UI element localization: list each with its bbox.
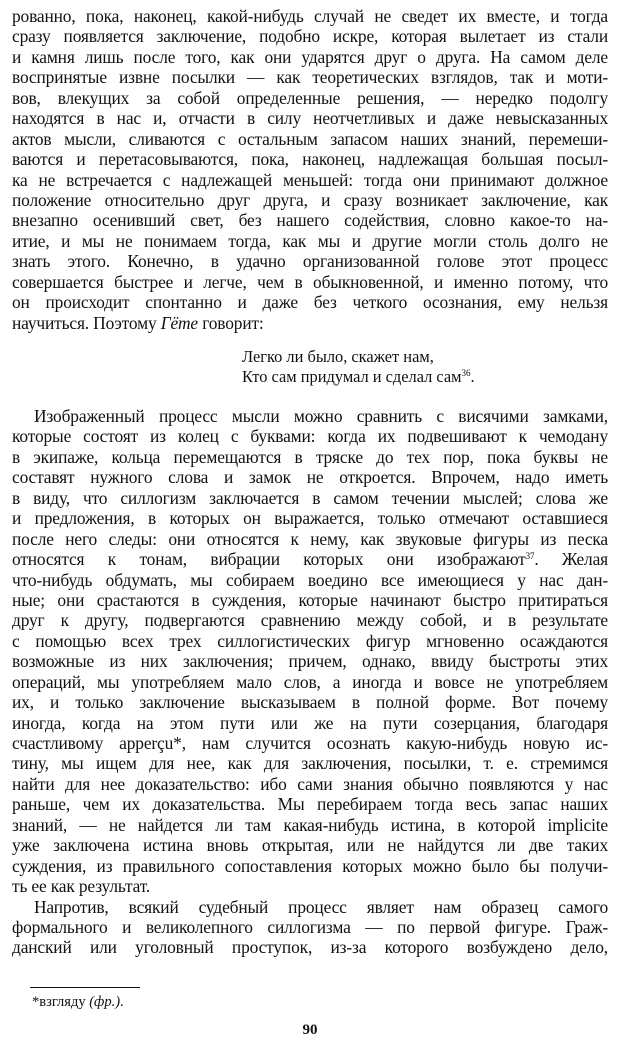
text-line: что-нибудь обдумать, мы собираем воедино все имеющиеся у нас дан- xyxy=(12,569,608,590)
text-line: знать этого. Конечно, в удачно организованной голове этот процесс xyxy=(12,251,608,272)
poem-line: Легко ли было, скажет нам, xyxy=(242,347,434,366)
text-line: ка не встречается с надлежащей меньшей: тогда они принимают должное xyxy=(12,169,608,190)
footnote-divider xyxy=(30,987,140,988)
text-line: в виду, что силлогизм заключается в самом течении мыслей; слова же xyxy=(12,487,608,508)
text-line: которые состоят из колец с буквами: когда их подвешивают к чемодану xyxy=(12,426,608,447)
text-line: знаний, — не найдется ли там какая-нибудь истина, в которой implicite xyxy=(12,814,608,835)
endnote-ref: 36 xyxy=(461,367,471,378)
text-line: актов мысли, сливаются с остальным запасом наших знаний, перемеши- xyxy=(12,128,608,149)
page-number: 90 xyxy=(302,1022,318,1038)
poem-quote xyxy=(12,347,608,386)
text-line: с помощью всех трех силлогистических фигур мгновенно осаждаются xyxy=(12,630,608,651)
paragraph-3 xyxy=(12,897,608,958)
text-line: совершается быстрее и легче, чем в обыкновенной, и именно потому, что xyxy=(12,271,608,292)
text-line: Изображенный процесс мысли можно сравнить с висячими замками, xyxy=(34,406,608,426)
text-line: вов, влекущих за собой определенные решения, — нередко подолгу xyxy=(12,87,608,108)
text-line: их, и только заключение высказываем в полной форме. Вот почему xyxy=(12,692,608,713)
poem-line xyxy=(242,367,608,387)
text-line: друг к другу, подвергаются сравнению между собой, и в результате xyxy=(12,610,608,631)
footnote-mark: * xyxy=(173,733,182,753)
footnote-mark: * xyxy=(32,994,40,1010)
text-line: составят нужного слова и замок не откроется. Впрочем, надо иметь xyxy=(12,467,608,488)
text-line: уже заключена истина вновь открытая, или не найдутся ли две таких xyxy=(12,835,608,856)
text-line: данский или уголовный проступок, из-за которого возбуждено дело, xyxy=(12,937,608,958)
text-fragment: , нам случится осознать какую-нибудь новую ис- xyxy=(181,733,608,753)
text-line: суждения, из правильного сопоставления которых можно было бы получи- xyxy=(12,855,608,876)
text-fragment: научиться. Поэтому xyxy=(12,312,161,333)
text-fragment: . Желая xyxy=(534,549,608,570)
text-fragment: относятся к тонам, вибрации которых они изображают xyxy=(12,549,526,570)
text-line: и камня лишь после того, как они ударятся друг о друга. На самом деле xyxy=(12,46,608,67)
text-line: после него следы: они относятся к нему, как звуковые фигуры из песка xyxy=(12,528,608,549)
spacer xyxy=(12,386,608,406)
text-line: и предложения, в которых он выражается, только отмечают оставшиеся xyxy=(12,508,608,529)
text-line: формального и великолепного силлогизма — по первой фигуре. Граж- xyxy=(12,916,608,937)
footnote-text: взгляду xyxy=(39,994,90,1010)
text-line: находятся в нас и, отчасти в силу неотчетливых и даже невысказанных xyxy=(12,108,608,129)
author-name: Гёте xyxy=(160,312,198,333)
endnote-ref: 37 xyxy=(525,551,535,562)
text-fragment: говорит: xyxy=(198,312,264,333)
text-fragment: счастливому apperçu xyxy=(12,733,174,753)
text-line: положение относительно друг друга, и сразу возникает заключение, как xyxy=(12,189,608,210)
text-line: тину, мы ищем для нее, как для заключения, посылки, т. е. стремимся xyxy=(12,753,608,774)
text-line: внезапно осенивший свет, без нашего содействия, словно какое-то на- xyxy=(12,210,608,231)
text-fragment: . xyxy=(120,994,124,1010)
text-line: найти для нее доказательство: ибо сами знания обычно появляются у нас xyxy=(12,773,608,794)
text-line: операций, мы употребляем мало слов, а иногда и вовсе не употребляем xyxy=(12,671,608,692)
text-line: Напротив, всякий судебный процесс являет нам образец самого xyxy=(34,896,608,917)
paragraph-1 xyxy=(12,6,608,333)
footnote xyxy=(32,994,124,1011)
text-line: иногда, когда на этом пути или же на пути созерцания, благодаря xyxy=(12,712,608,733)
text-line: в экипаже, кольца перемещаются в тряске до тех пор, пока буквы не xyxy=(12,446,608,467)
text-line: раньше, чем их доказательства. Мы перебираем тогда весь запас наших xyxy=(12,794,608,815)
text-line: возможные из них заключения; причем, однако, ввиду быстроты этих xyxy=(12,651,608,672)
text-line: воспринятые извне посылки — как теоретических взглядов, так и моти- xyxy=(12,67,608,88)
text-line: рованно, пока, наконец, какой-нибудь случай не сведет их вместе, и тогда xyxy=(12,6,608,26)
paragraph-2 xyxy=(12,406,608,897)
text-line xyxy=(12,733,608,753)
text-line: ваются и перетасовываются, пока, наконец, надлежащая большая посыл- xyxy=(12,149,608,170)
text-line: ные; они срастаются в суждения, которые начинают быстро притираться xyxy=(12,589,608,610)
text-line xyxy=(12,313,608,333)
text-line xyxy=(12,549,608,569)
text-line: он происходит спонтанно и даже без четкого осознания, ему нельзя xyxy=(12,292,608,313)
footnote-lang: (фр.) xyxy=(89,994,121,1010)
text-line: итие, и мы не понимаем тогда, как мы и другие могли столь долго не xyxy=(12,230,608,251)
text-fragment: Кто сам придумал и сделал сам xyxy=(242,366,462,386)
text-fragment: . xyxy=(470,366,475,386)
text-line: ть ее как результат. xyxy=(12,876,151,897)
text-line: сразу появляется заключение, подобно искре, которая вылетает из стали xyxy=(12,26,608,47)
